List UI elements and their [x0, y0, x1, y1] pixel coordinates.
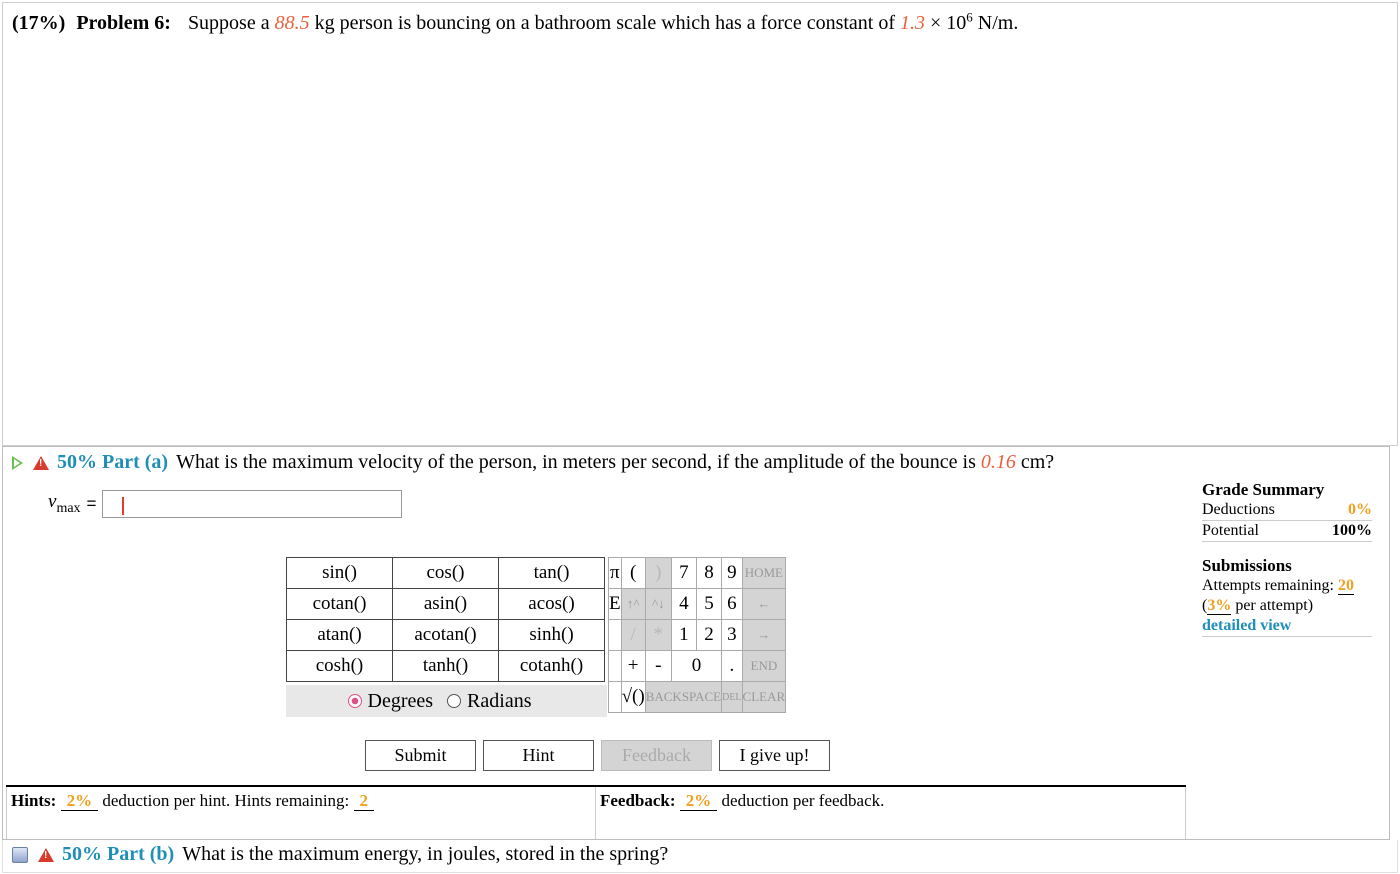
degrees-option[interactable]: [348, 690, 434, 713]
key-cotanh[interactable]: cotanh(): [499, 651, 605, 682]
key-tanh[interactable]: tanh(): [393, 651, 499, 682]
angle-mode-row: [286, 685, 607, 717]
key-multiply: *: [645, 620, 671, 651]
key-up-down: ^↓: [645, 589, 671, 620]
part-b-percent: 50% Part (b): [62, 843, 175, 865]
key-minus[interactable]: -: [645, 651, 671, 682]
warning-icon: [38, 848, 54, 862]
key-3[interactable]: 3: [722, 620, 742, 651]
amplitude-value: 0.16: [980, 451, 1016, 473]
equals-sign: =: [86, 494, 97, 513]
feedback-deduction: 2%: [680, 791, 718, 811]
key-del[interactable]: DEL: [722, 682, 742, 713]
problem-statement: [12, 9, 1019, 35]
key-7[interactable]: 7: [671, 558, 696, 589]
per-attempt-open: (: [1202, 597, 1208, 614]
key-up-up: ↑^: [621, 589, 645, 620]
key-sqrt[interactable]: √(): [621, 682, 645, 713]
power-base: 10: [946, 12, 967, 34]
key-blank-3: [609, 682, 622, 713]
feedback-button: Feedback: [601, 740, 712, 771]
hints-remaining: 2: [354, 791, 375, 811]
hint-deduction: 2%: [61, 791, 99, 811]
key-cosh[interactable]: cosh(): [287, 651, 393, 682]
degrees-radio[interactable]: [348, 694, 362, 708]
info-bar: [6, 785, 1186, 839]
part-a-question: What is the maximum velocity of the person, in meters per second, if the amplitude of the bounce is: [176, 451, 976, 473]
power-exponent: 6: [966, 9, 973, 25]
problem-panel: [2, 2, 1398, 446]
key-atan[interactable]: atan(): [287, 620, 393, 651]
radians-label: Radians: [467, 689, 532, 712]
part-a-unit: cm?: [1020, 451, 1055, 473]
part-a-heading[interactable]: [12, 451, 1054, 474]
key-cotan[interactable]: cotan(): [287, 589, 393, 620]
detailed-view-link[interactable]: detailed view: [1202, 617, 1292, 634]
key-right-arrow[interactable]: →: [742, 620, 786, 651]
problem-text-2: kg person is bouncing on a bathroom scale which has a force constant of: [314, 12, 895, 34]
function-grid: [286, 557, 607, 682]
expand-arrow-icon[interactable]: [12, 456, 23, 470]
potential-value: 100%: [1332, 522, 1372, 539]
k-value: 1.3: [900, 12, 925, 34]
key-plus[interactable]: +: [621, 651, 645, 682]
key-2[interactable]: 2: [696, 620, 721, 651]
times-sign: ×: [930, 12, 942, 34]
answer-variable: $v_{max}$: [48, 491, 81, 516]
hints-info: [6, 787, 596, 839]
key-8[interactable]: 8: [696, 558, 721, 589]
submissions-block: [1202, 556, 1372, 637]
answer-row: [48, 490, 402, 518]
key-open-paren[interactable]: (: [621, 558, 645, 589]
deductions-row: [1202, 500, 1372, 521]
deductions-label: Deductions: [1202, 501, 1275, 518]
per-attempt-line: [1202, 596, 1372, 616]
per-attempt-value: 3%: [1207, 597, 1232, 614]
potential-label: Potential: [1202, 522, 1259, 539]
key-6[interactable]: 6: [722, 589, 742, 620]
key-9[interactable]: 9: [722, 558, 742, 589]
key-asin[interactable]: asin(): [393, 589, 499, 620]
key-backspace[interactable]: BACKSPACE: [645, 682, 721, 713]
problem-label: Problem 6:: [76, 12, 171, 34]
degrees-label: Degrees: [367, 689, 434, 712]
per-attempt-text: per attempt): [1235, 597, 1314, 614]
action-buttons: [365, 740, 830, 771]
deductions-value: 0%: [1348, 501, 1372, 518]
key-pi[interactable]: π: [609, 558, 622, 589]
key-blank-2: [609, 651, 622, 682]
radians-radio[interactable]: [447, 694, 461, 708]
key-clear[interactable]: CLEAR: [742, 682, 786, 713]
attempts-value: 20: [1337, 577, 1354, 594]
key-4[interactable]: 4: [671, 589, 696, 620]
key-1[interactable]: 1: [671, 620, 696, 651]
feedback-label: Feedback:: [600, 791, 676, 810]
key-dot[interactable]: .: [722, 651, 742, 682]
key-5[interactable]: 5: [696, 589, 721, 620]
mass-value: 88.5: [274, 12, 310, 34]
hints-label: Hints:: [11, 791, 57, 810]
key-0[interactable]: 0: [671, 651, 721, 682]
text-caret: [122, 497, 124, 515]
give-up-button[interactable]: I give up!: [719, 740, 830, 771]
problem-percent: (17%): [12, 12, 66, 34]
key-cos[interactable]: cos(): [393, 558, 499, 589]
number-grid: [608, 557, 786, 713]
part-a-percent: 50% Part (a): [57, 451, 169, 473]
feedback-text: deduction per feedback.: [721, 791, 885, 810]
key-divide: /: [621, 620, 645, 651]
feedback-info: [596, 787, 1186, 839]
grade-summary-title: Grade Summary: [1202, 480, 1325, 499]
warning-icon: [33, 456, 49, 470]
radians-option[interactable]: [447, 690, 531, 713]
attempts-label: Attempts remaining:: [1202, 577, 1334, 594]
problem-text-1: Suppose a: [187, 12, 270, 34]
key-close-paren: ): [645, 558, 671, 589]
key-end[interactable]: END: [742, 651, 786, 682]
hints-text: deduction per hint. Hints remaining:: [102, 791, 350, 810]
submissions-title: Submissions: [1202, 556, 1292, 575]
submit-button[interactable]: Submit: [365, 740, 476, 771]
answer-input[interactable]: [102, 490, 402, 518]
key-acotan[interactable]: acotan(): [393, 620, 499, 651]
grade-summary: [1202, 480, 1372, 637]
part-b-question: What is the maximum energy, in joules, stored in the spring?: [182, 843, 669, 865]
key-sinh[interactable]: sinh(): [499, 620, 605, 651]
key-sin[interactable]: sin(): [287, 558, 393, 589]
key-acos[interactable]: acos(): [499, 589, 605, 620]
key-blank-1: [609, 620, 622, 651]
hint-button[interactable]: Hint: [483, 740, 594, 771]
potential-row: [1202, 521, 1372, 542]
key-left-arrow[interactable]: ←: [742, 589, 786, 620]
part-b-heading[interactable]: [12, 843, 668, 866]
attempts-line: [1202, 576, 1372, 596]
key-e[interactable]: E: [609, 589, 622, 620]
key-home[interactable]: HOME: [742, 558, 786, 589]
unit: N/m.: [977, 12, 1019, 34]
key-tan[interactable]: tan(): [499, 558, 605, 589]
collapsed-panel-icon[interactable]: [12, 847, 28, 863]
